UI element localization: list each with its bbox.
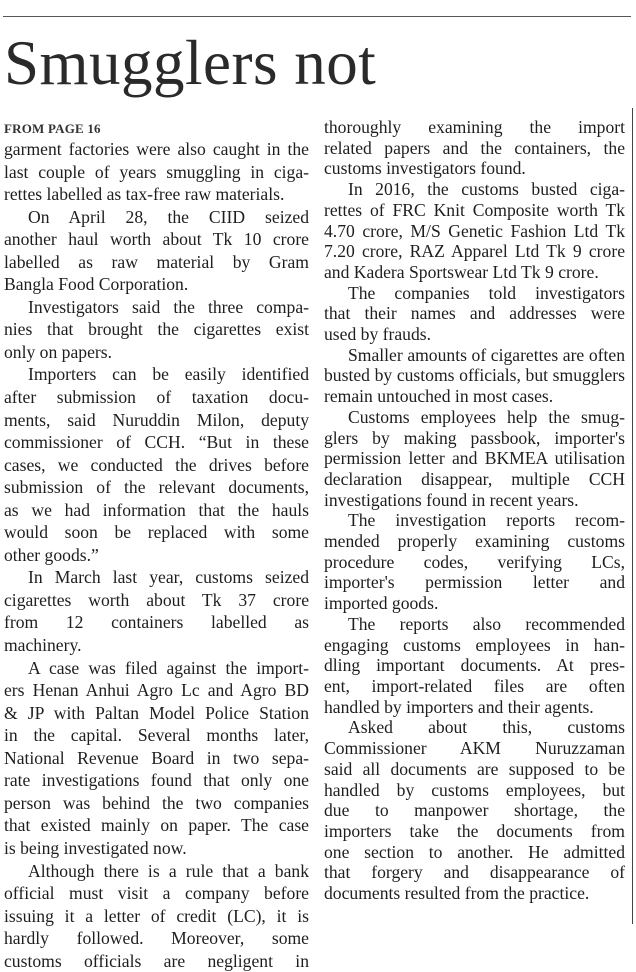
text-line: only on papers. xyxy=(4,341,309,364)
text-line: permission letter and BKMEA utilisation xyxy=(324,448,625,469)
text-line: Asked about this, customs xyxy=(324,717,625,738)
text-line: Commissioner AKM Nuruzzaman xyxy=(324,738,625,759)
headline: Smugglers not xyxy=(4,28,376,98)
text-line: 4.70 crore, M/S Genetic Fashion Ltd Tk xyxy=(324,221,625,242)
text-line: labelled as raw material by Gram xyxy=(4,251,309,274)
text-line: official must visit a company before xyxy=(4,882,309,905)
text-line: ent, import-related files are often xyxy=(324,676,625,697)
paragraph xyxy=(4,566,309,656)
paragraph xyxy=(324,345,625,407)
text-line: that their names and addresses were xyxy=(324,303,625,324)
paragraph xyxy=(4,860,309,972)
text-line: from 12 containers labelled as xyxy=(4,611,309,634)
text-line: another haul worth about Tk 10 crore xyxy=(4,228,309,251)
text-line: and Kadera Sportswear Ltd Tk 9 crore. xyxy=(324,262,625,283)
text-line: nies that brought the cigarettes exist xyxy=(4,318,309,341)
text-line: procedure codes, verifying LCs, xyxy=(324,552,625,573)
text-line: hardly followed. Moreover, some xyxy=(4,927,309,950)
paragraph xyxy=(324,117,625,179)
text-line: issuing it a letter of credit (LC), it is xyxy=(4,905,309,928)
article-column-left xyxy=(4,116,309,972)
text-line: & JP with Paltan Model Police Station xyxy=(4,702,309,725)
article-column-right xyxy=(324,117,625,904)
text-line: investigations found in recent years. xyxy=(324,490,625,511)
text-line: Bangla Food Corporation. xyxy=(4,273,309,296)
paragraph xyxy=(4,363,309,566)
text-line: Although there is a rule that a bank xyxy=(4,860,309,883)
text-line: importers take the documents from xyxy=(324,821,625,842)
text-line: person was behind the two companies xyxy=(4,792,309,815)
text-line: Customs employees help the smug- xyxy=(324,407,625,428)
top-rule xyxy=(3,16,631,17)
text-line: On April 28, the CIID seized xyxy=(4,206,309,229)
text-line: The companies told investigators xyxy=(324,283,625,304)
text-line: used by frauds. xyxy=(324,324,625,345)
text-line: after submission of taxation docu- xyxy=(4,386,309,409)
text-line: due to manpower shortage, the xyxy=(324,800,625,821)
paragraph xyxy=(324,179,625,283)
text-line: last couple of years smuggling in ciga- xyxy=(4,161,309,184)
paragraph xyxy=(324,614,625,718)
column-body xyxy=(324,117,625,904)
text-line: machinery. xyxy=(4,634,309,657)
text-line: importer's permission letter and xyxy=(324,572,625,593)
text-line: ments, said Nuruddin Milon, deputy xyxy=(4,409,309,432)
text-line: as we had information that the hauls xyxy=(4,499,309,522)
text-line: is being investigated now. xyxy=(4,837,309,860)
jump-label: FROM PAGE 16 xyxy=(4,116,309,138)
text-line: handled by customs employees, but xyxy=(324,780,625,801)
text-line: customs officials are negligent in xyxy=(4,950,309,972)
text-line: The reports also recommended xyxy=(324,614,625,635)
text-line: mended properly examining customs xyxy=(324,531,625,552)
text-line: A case was filed against the import- xyxy=(4,657,309,680)
text-line: submission of the relevant documents, xyxy=(4,476,309,499)
text-line: declaration disappear, multiple CCH xyxy=(324,469,625,490)
text-line: Importers can be easily identified xyxy=(4,363,309,386)
paragraph xyxy=(324,407,625,511)
text-line: that forgery and disappearance of xyxy=(324,862,625,883)
text-line: handled by importers and their agents. xyxy=(324,697,625,718)
paragraph xyxy=(324,510,625,614)
text-line: Investigators said the three compa- xyxy=(4,296,309,319)
text-line: related papers and the containers, the xyxy=(324,138,625,159)
text-line: cases, we conducted the drives before xyxy=(4,454,309,477)
paragraph xyxy=(4,138,309,206)
text-line: rettes labelled as tax-free raw materials. xyxy=(4,183,309,206)
text-line: garment factories were also caught in the xyxy=(4,138,309,161)
text-line: The investigation reports recom- xyxy=(324,510,625,531)
paragraph xyxy=(324,283,625,345)
text-line: busted by customs officials, but smugglers xyxy=(324,365,625,386)
text-line: thoroughly examining the import xyxy=(324,117,625,138)
text-line: Smaller amounts of cigarettes are often xyxy=(324,345,625,366)
text-line: In March last year, customs seized xyxy=(4,566,309,589)
paragraph xyxy=(4,657,309,860)
text-line: In 2016, the customs busted ciga- xyxy=(324,179,625,200)
text-line: glers by making passbook, importer's xyxy=(324,428,625,449)
text-line: one section to another. He admitted xyxy=(324,842,625,863)
text-line: engaging customs employees in han- xyxy=(324,635,625,656)
text-line: rate investigations found that only one xyxy=(4,769,309,792)
text-line: dling important documents. At pres- xyxy=(324,655,625,676)
text-line: would soon be replaced with some xyxy=(4,521,309,544)
text-line: in the capital. Several months later, xyxy=(4,724,309,747)
text-line: documents resulted from the practice. xyxy=(324,883,625,904)
text-line: remain untouched in most cases. xyxy=(324,386,625,407)
text-line: National Revenue Board in two sepa- xyxy=(4,747,309,770)
text-line: ers Henan Anhui Agro Lc and Agro BD xyxy=(4,679,309,702)
text-line: 7.20 crore, RAZ Apparel Ltd Tk 9 crore xyxy=(324,241,625,262)
text-line: that existed mainly on paper. The case xyxy=(4,814,309,837)
text-line: cigarettes worth about Tk 37 crore xyxy=(4,589,309,612)
paragraph xyxy=(4,206,309,296)
column-body xyxy=(4,138,309,972)
column-rule xyxy=(632,108,633,924)
paragraph xyxy=(324,717,625,903)
text-line: other goods.” xyxy=(4,544,309,567)
text-line: imported goods. xyxy=(324,593,625,614)
text-line: customs investigators found. xyxy=(324,158,625,179)
text-line: commissioner of CCH. “But in these xyxy=(4,431,309,454)
paragraph xyxy=(4,296,309,364)
text-line: said all documents are supposed to be xyxy=(324,759,625,780)
text-line: rettes of FRC Knit Composite worth Tk xyxy=(324,200,625,221)
